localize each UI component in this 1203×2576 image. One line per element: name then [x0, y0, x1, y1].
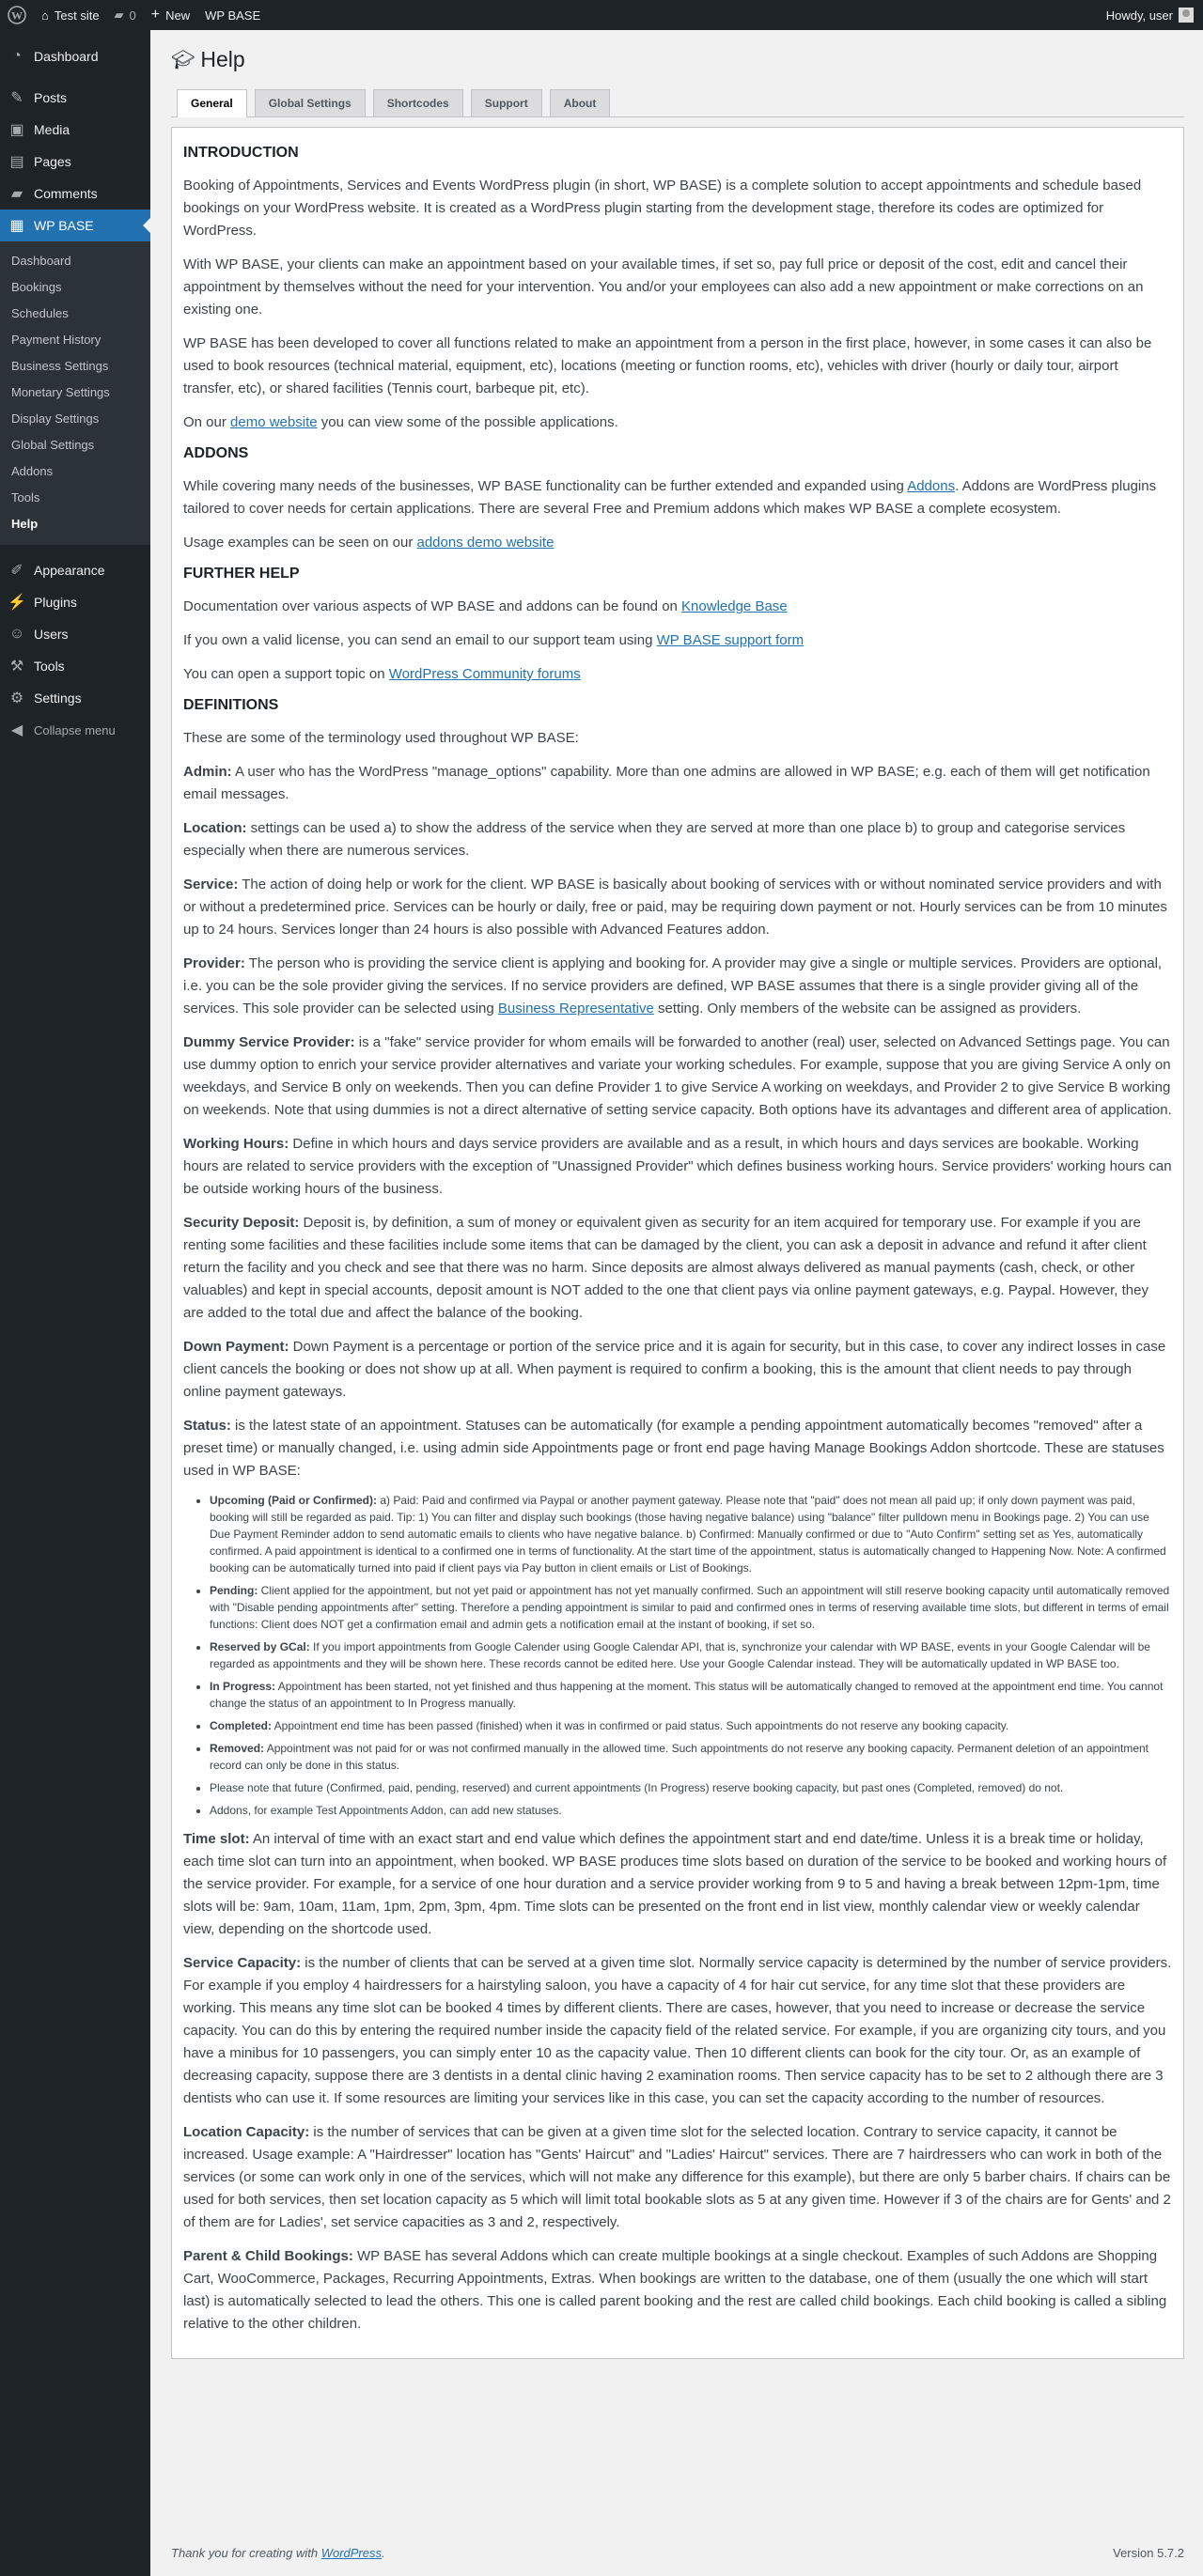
help-paragraph: You can open a support topic on WordPress Community forums [183, 666, 581, 682]
demo-website-link[interactable]: demo website [230, 414, 318, 430]
wordpress-logo-icon[interactable] [0, 0, 34, 30]
list-item: • Pending: Client applied for the appointment, but not yet paid or appointment has not yet manually confirmed. Such an appointment will still reserve booking capacity until automatically removed with "Disable pending appointments after" setting. Therefore a pending appointment is similar to paid and confirmed ones in terms of reserving available time slots, but different in terms of email functions: Client does NOT get a confirmation email and admin gets a notification email at the instant of booking, if set so. [210, 1582, 1172, 1633]
collapse-menu-button[interactable]: ◀ Collapse menu [0, 714, 150, 746]
home-icon: ⌂ [41, 8, 49, 23]
intro-paragraph: With WP BASE, your clients can make an appointment based on your available times, if set so, pay full price or deposit of the cost, edit and cancel their appointment by themselves without the need for your intervention. You and/or your employees can also add a new appointment or make corrections on an existing one. [183, 256, 1144, 318]
section-heading-introduction: INTRODUCTION [183, 145, 299, 161]
comments-link[interactable]: ▰ 0 [114, 8, 136, 23]
definition-down-payment: Down Payment: Down Payment is a percentage or portion of the service price and it is again for security, but in this case, to cover any indirect losses in case client cancels the booking or does not show up at all. When payment is required to confirm a booking, this is the amount that client needs to pay through online payment gateways. [183, 1339, 1166, 1400]
submenu-item-payment-history[interactable]: Payment History [11, 333, 102, 347]
section-heading-addons: ADDONS [183, 445, 249, 461]
help-paragraph: Documentation over various aspects of WP BASE and addons can be found on Knowledge Base [183, 598, 788, 614]
definition-dummy-provider: Dummy Service Provider: is a "fake" service provider for whom emails will be forwarded to another (real) user, selected on Advanced Settings page. You can use dummy option to enrich your service provider alternatives and variate your working schedules. For example, suppose that you are giving Service A only on weekdays, and Service B only on weekends. Then you can define Provider 1 to give Service A working on weekdays, and Provider 2 to give Service B working on weekends. Note that using dummies is not a direct alternative of setting service capacity. Both options have its advantages and different area of application. [183, 1034, 1172, 1118]
support-form-link[interactable]: WP BASE support form [656, 632, 805, 648]
sidebar-item-plugins[interactable]: ⚡ Plugins [8, 595, 77, 611]
section-heading-further-help: FURTHER HELP [183, 566, 300, 582]
definition-service-capacity: Service Capacity: is the number of clients that can be served at a given time slot. Normally service capacity is determined by the number of service providers. For example if you employ 4 hairdressers for a hairstyling saloon, you have a capacity of 4 for hair cut service, for any time slot that these providers are working. This means any time slot can be booked 4 times by different clients. There are cases, however, that you need to increase or decrease the service capacity. You can do this by entering the required number inside the capacity field of the related service. For example, if you are organizing city tours, and you have a minibus for 10 passengers, you can simply enter 10 as the capacity value. Then 10 different clients can book for the city tour. Or, as an example of decreasing capacity, suppose there are 3 dentists in a dental clinic having 2 examination rooms. Then service capacity has to be set to 2 although there are 3 dentists who can use it. If some resources are limiting your services like in this case, you can set the capacity according to the number of resources. [183, 1955, 1172, 2106]
admin-sidebar [0, 30, 150, 2576]
help-tabs [171, 89, 1184, 117]
addons-paragraph: While covering many needs of the businesses, WP BASE functionality can be further extended and expanded using Addons. Addons are WordPress plugins tailored to cover needs for certain applications. There are several Free and Premium addons which makes WP BASE a complete ecosystem. [183, 478, 1157, 517]
user-icon: ☺ [8, 626, 25, 642]
footer-thanks: Thank you for creating with WordPress. [171, 2546, 385, 2560]
intro-paragraph: On our demo website you can view some of the possible applications. [183, 414, 618, 430]
addons-demo-link[interactable]: addons demo website [416, 535, 555, 551]
tab-support[interactable]: Support [471, 89, 542, 116]
intro-paragraph: WP BASE has been developed to cover all functions related to make an appointment from a person in the first place, however, in some cases it can also be used to book resources (technical material, equipment, etc), locations (meeting or function rooms, etc), vehicles with driver (hourly or daily tour, airport transfer, etc), or shared facilities (Tennis court, barbeque pit, etc). [183, 335, 1152, 396]
list-item: • In Progress: Appointment has been started, not yet finished and thus happening at the moment. This status will be automatically changed to removed at the appointment end time. You cannot change the status of an appointment to In Progress manually. [210, 1678, 1172, 1712]
media-icon: ▣ [9, 122, 24, 138]
list-item: • Upcoming (Paid or Confirmed): a) Paid: Paid and confirmed via Paypal or another payment gateway. Please note that "paid" does not mean all paid up; if only down payment was paid, booking will still be regarded as paid. Tip: 1) You can filter and display such bookings (those having negative balance) using "balance" filter pulldown menu in Bookings page. 2) You can use Due Payment Reminder addon to send automatic emails to clients who have negative balance. b) Confirmed: Manually confirmed or due to "Auto Confirm" setting set as Yes, automatically confirmed. A paid appointment is identical to a confirmed one in terms of functionality. At the start time of the appointment, status is automatically changed to Happening Now. Note: A confirmed booking can be automatically turned into paid if client pays via Pay button in client emails or List of Bookings. [210, 1492, 1172, 1576]
sidebar-item-posts[interactable]: ✎ Posts [0, 82, 150, 114]
graduation-cap-icon: 🎓︎ [171, 50, 195, 70]
definition-parent-child-bookings: Parent & Child Bookings: WP BASE has several Addons which can create multiple bookings at a single checkout. Examples of such Addons are Shopping Cart, WooCommerce, Packages, Recurring Appointments, Extras. When bookings are written to the database, one of them (usually the one which will start last) is automatically selected to lead the others. This one is called parent booking and the rest are called child bookings. Each child booking is called a sibling relative to the other children. [183, 2248, 1167, 2332]
sidebar-item-media[interactable]: ▣ Media [0, 114, 150, 146]
submenu-item-display-settings[interactable]: Display Settings [11, 411, 100, 426]
definition-security-deposit: Security Deposit: Deposit is, by definition, a sum of money or equivalent given as security for an item acquired for temporary use. For example if you are renting some facilities and these facilities include some items that can be damaged by the client, you can ask a deposit in advance and refund it after client return the facility and you check and see that there was no harm. Since deposits are almost always delivered as manual payments (cash, check, or other valuables) and kept in special accounts, deposit amount is NOT added to the one that client pays via online payment gateways, e.g. Paypal. However, they are added to the total due and affect the balance of the booking. [183, 1215, 1148, 1321]
status-list [210, 1492, 1172, 1819]
community-forums-link[interactable]: WordPress Community forums [388, 666, 581, 682]
addons-paragraph: Usage examples can be seen on our addons demo website [183, 535, 555, 551]
definition-working-hours: Working Hours: Define in which hours and days service providers are available and as a result, in which hours and days services are bookable. Working hours are related to service providers with the exception of "Unassigned Provider" which defines business working hours. Service providers' working hours can be outside working hours of the business. [183, 1136, 1172, 1197]
list-item: • Removed: Appointment was not paid for or was not confirmed manually in the allowed time. Such appointments do not reserve any booking capacity. Permanent deletion of an appointment record can only be done in this status. [210, 1740, 1172, 1774]
submenu-item-help[interactable]: Help [11, 517, 39, 531]
wp-base-submenu [0, 241, 150, 545]
wrench-icon: ⚒ [9, 659, 24, 675]
definition-time-slot: Time slot: An interval of time with an exact start and end value which defines the appointment start and end date/time. Unless it is a break time or holiday, each time slot can turn into an appointment, when booked. WP BASE produces time slots based on duration of the service to be booked and working hours of the service provider. For example, for a service of one hour duration and a service provider working from 9 to 5 and having a break between 12pm-1pm, time slots will be: 9am, 10am, 11am, 1pm, 2pm, 3pm, 4pm. Time slots can be presented on the front end in list view, monthly calendar view or weekly calendar view, depending on the shortcode used. [183, 1831, 1167, 1937]
definition-location-capacity: Location Capacity: is the number of services that can be given at a given time slot for the selected location. Contrary to service capacity, it cannot be increased. Usage example: A "Hairdresser" location has "Gents' Haircut" and "Ladies' Haircut" services. There are 7 hairdressers who can work in both of the services (or some can work only in one of the services, which will not make any difference for this example), but there are only 5 barber chairs. If chairs can be used for both services, then set location capacity as 5 which will limit total bookable slots as 5 at any given time. However if 3 of the chairs are for Gents' and 2 of them are for Ladies', set service capacities as 3 and 2, respectively. [183, 2124, 1171, 2230]
definitions-intro: These are some of the terminology used throughout WP BASE: [183, 730, 579, 746]
collapse-arrow-icon: ◀ [10, 722, 23, 738]
wordpress-link[interactable]: WordPress [320, 2546, 382, 2560]
list-item: • Completed: Appointment end time has been passed (finished) when it was in confirmed or paid status. Such appointments do not reserve any booking capacity. [210, 1717, 1172, 1734]
svg-text:W: W [11, 8, 23, 23]
submenu-item-business-settings[interactable]: Business Settings [11, 359, 109, 373]
list-item: • Reserved by GCal: If you import appointments from Google Calender using Google Calendar API, that is, synchronize your calendar with WP BASE, events in your Google Calendar will be regarded as appointments and they will be shown here. These records cannot be edited here. Use your Google Calendar instead. They will be automatically updated in WP BASE too. [210, 1638, 1172, 1672]
submenu-item-addons[interactable]: Addons [11, 464, 54, 478]
sidebar-item-wp-base[interactable]: ▦ WP BASE [0, 209, 150, 241]
comments-icon: ▰ [10, 186, 23, 202]
help-paragraph: If you own a valid license, you can send an email to our support team using WP BASE support form [183, 632, 805, 648]
business-representative-link[interactable]: Business Representative [497, 1001, 654, 1016]
main-content [171, 30, 1184, 2359]
pages-icon: ▤ [9, 154, 24, 170]
section-heading-definitions: DEFINITIONS [183, 697, 279, 713]
site-name-link[interactable]: ⌂ Test site [41, 8, 100, 23]
submenu-item-bookings[interactable]: Bookings [11, 280, 62, 294]
submenu-item-global-settings[interactable]: Global Settings [11, 438, 95, 452]
intro-paragraph: Booking of Appointments, Services and Events WordPress plugin (in short, WP BASE) is a complete solution to accept appointments and schedule based bookings on your WordPress website. It is created as a WordPress plugin starting from the development stage, therefore its codes are optimized for WordPress. [183, 178, 1142, 239]
definition-admin: Admin: A user who has the WordPress "manage_options" capability. More than one admins are allowed in WP BASE; e.g. each of them will get notification email messages. [183, 764, 1150, 802]
tab-general[interactable]: General [177, 89, 247, 117]
list-item: • Addons, for example Test Appointments Addon, can add new statuses. [210, 1802, 1172, 1819]
admin-footer [171, 2546, 1184, 2560]
help-panel [171, 127, 1184, 2359]
sidebar-item-users[interactable]: ☺ Users [8, 626, 69, 642]
wp-version: Version 5.7.2 [1113, 2546, 1184, 2560]
my-account-link[interactable]: Howdy, user [1106, 8, 1203, 23]
definition-location: Location: settings can be used a) to show the address of the service when they are served at more than one place b) to group and categorise services especially when there are numerous services. [183, 820, 1126, 859]
sidebar-item-tools[interactable]: ⚒ Tools [0, 650, 150, 682]
sidebar-item-settings[interactable]: ⚙ Settings [0, 682, 150, 714]
addons-link[interactable]: Addons [907, 478, 956, 494]
new-content-link[interactable]: + New [150, 7, 191, 23]
sidebar-item-dashboard[interactable]: ◔ Dashboard [0, 40, 150, 72]
plug-icon: ⚡ [8, 595, 26, 611]
sidebar-item-comments[interactable]: ▰ Comments [0, 178, 150, 209]
knowledge-base-link[interactable]: Knowledge Base [681, 598, 788, 614]
submenu-item-monetary-settings[interactable]: Monetary Settings [11, 385, 110, 399]
submenu-item-dashboard[interactable]: Dashboard [11, 254, 71, 268]
definition-service: Service: The action of doing help or work for the client. WP BASE is basically about booking of services with or without nominated service providers and with or without a predetermined price. Services can be hourly or daily, free or paid, may be requiring down payment or not. Hourly services can be from 10 minutes up to 24 hours. Services longer than 24 hours is also possible with Advanced Features addon. [183, 877, 1167, 938]
definition-status: Status: is the latest state of an appointment. Statuses can be automatically (for example a pending appointment automatically becomes "removed" after a preset time) or manually changed, i.e. using admin side Appointments page or front end page having Manage Bookings Addon shortcode. These are statuses used in WP BASE: [183, 1418, 1164, 1479]
tab-global-settings[interactable]: Global Settings [255, 89, 366, 116]
submenu-item-schedules[interactable]: Schedules [11, 306, 69, 320]
comment-bubble-icon: ▰ [114, 8, 124, 22]
calendar-icon: ▦ [9, 218, 24, 234]
sidebar-item-appearance[interactable]: ✐ Appearance [0, 554, 150, 586]
paintbrush-icon: ✐ [10, 563, 23, 579]
admin-bar [0, 0, 1203, 30]
tab-about[interactable]: About [550, 89, 611, 116]
wp-base-adminbar-link[interactable]: WP BASE [205, 8, 261, 23]
avatar [1179, 8, 1194, 23]
page-title: 🎓︎ Help [171, 47, 245, 71]
posts-icon: ✎ [10, 90, 23, 106]
tab-shortcodes[interactable]: Shortcodes [373, 89, 463, 116]
definition-provider: Provider: The person who is providing the service client is applying and booking for. A provider may give a single or multiple services. Providers are optional, i.e. you can be the sole provider giving the services. If no service providers are defined, WP BASE assumes that there is a single provider giving all of the services. This sole provider can be selected using Business Representative setting. Only members of the website can be assigned as providers. [183, 955, 1163, 1016]
list-item: • Please note that future (Confirmed, paid, pending, reserved) and current appointments (In Progress) reserve booking capacity, but past ones (Completed, removed) do not. [210, 1779, 1172, 1796]
plus-icon: + [150, 7, 161, 23]
sidebar-item-pages[interactable]: ▤ Pages [0, 146, 150, 178]
submenu-item-tools[interactable]: Tools [11, 490, 40, 504]
settings-icon: ⚙ [9, 691, 24, 706]
dashboard-icon: ◔ [12, 48, 22, 64]
